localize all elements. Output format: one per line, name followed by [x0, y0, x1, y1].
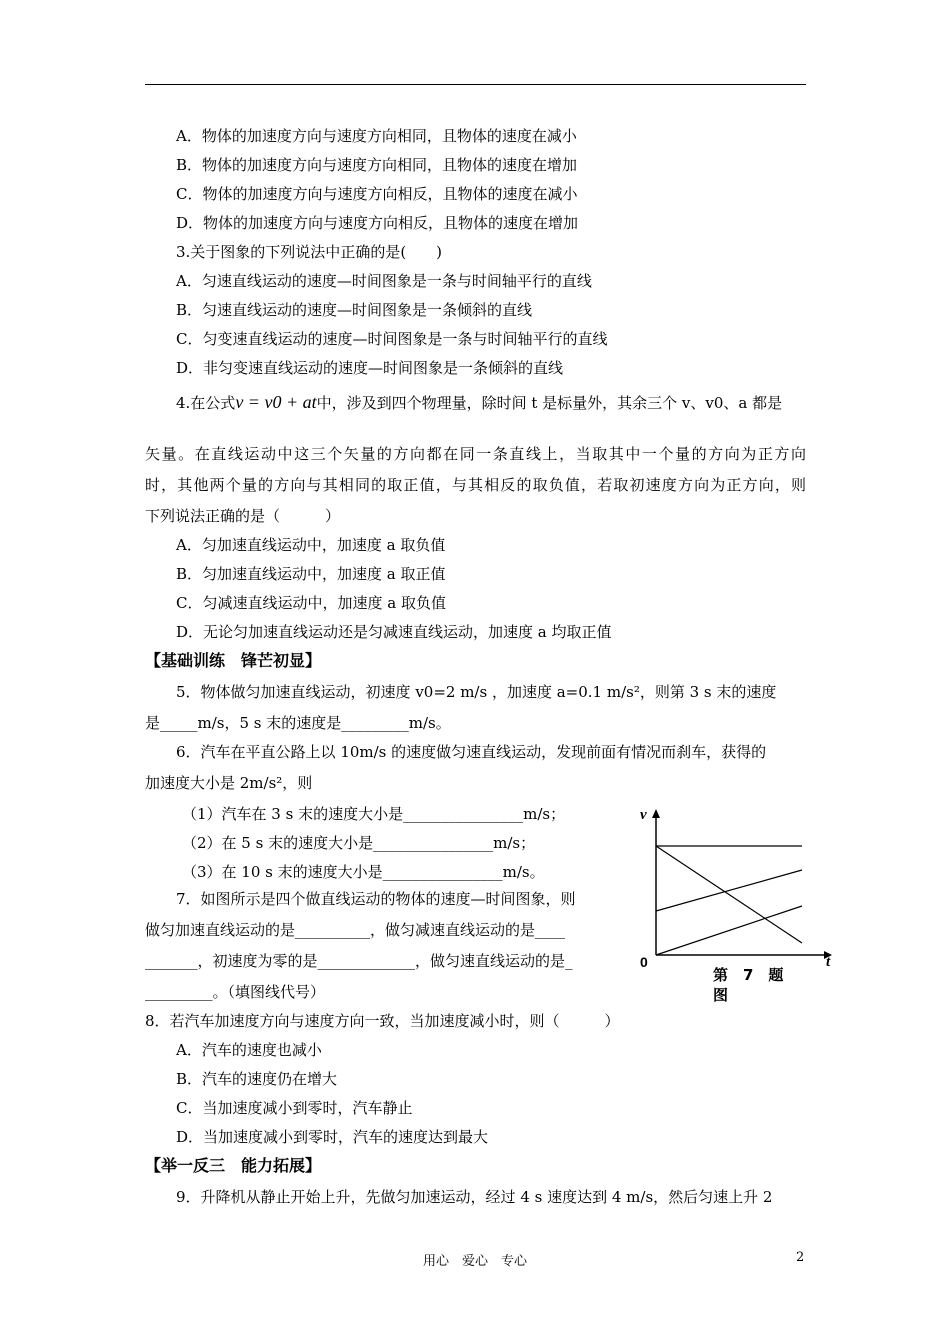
q4-suffix: 中，涉及到四个物理量，除时间 t 是标量外，其余三个 v、v0、a 都是	[316, 394, 783, 412]
q4-line2: 矢量。在直线运动中这三个矢量的方向都在同一条直线上，当取其中一个量的方向为正方向	[145, 445, 806, 463]
figure-caption-line2: 图	[713, 986, 729, 1004]
q2-option-d: D．物体的加速度方向与速度方向相反，且物体的速度在增加	[176, 214, 579, 232]
v-axis-label: v	[640, 807, 647, 823]
q4-line4: 下列说法正确的是（ ）	[145, 507, 341, 525]
q4-option-c: C．匀减速直线运动中，加速度 a 取负值	[176, 594, 446, 612]
q6-sub1: （1）汽车在 3 s 末的速度大小是________________m/s；	[182, 805, 566, 823]
q3-option-a: A．匀速直线运动的速度—时间图象是一条与时间轴平行的直线	[176, 272, 592, 290]
q2-option-b: B．物体的加速度方向与速度方向相同，且物体的速度在增加	[176, 156, 578, 174]
q4-option-d: D．无论匀加速直线运动还是匀减速直线运动，加速度 a 均取正值	[176, 623, 612, 641]
q4-line1	[176, 392, 782, 413]
t-axis-label: t	[826, 954, 831, 970]
q8-option-a: A．汽车的速度也减小	[176, 1041, 322, 1059]
q6-sub2: （2）在 5 s 末的速度大小是________________m/s；	[182, 834, 536, 852]
q6-line1: 6．汽车在平直公路上以 10m/s 的速度做匀速直线运动，发现前面有情况而刹车，获得的	[176, 743, 767, 761]
q4-line3: 时，其他两个量的方向与其相同的取正值，与其相反的取负值，若取初速度方向为正方向，则	[145, 476, 806, 494]
q8-option-d: D．当加速度减小到零时，汽车的速度达到最大	[176, 1128, 489, 1146]
q7-line2: 做匀加速直线运动的是__________，做匀减速直线运动的是____	[145, 921, 566, 939]
q3-option-d: D．非匀变速直线运动的速度—时间图象是一条倾斜的直线	[176, 359, 564, 377]
q3-stem: 3.关于图象的下列说法中正确的是( )	[176, 243, 443, 261]
q7-line3: _______，初速度为零的是_____________，做匀速直线运动的是_	[145, 952, 573, 970]
q3-option-c: C．匀变速直线运动的速度—时间图象是一条与时间轴平行的直线	[176, 330, 608, 348]
q2-option-a: A．物体的加速度方向与速度方向相同，且物体的速度在减小	[176, 127, 577, 145]
q3-option-b: B．匀速直线运动的速度—时间图象是一条倾斜的直线	[176, 301, 533, 319]
q5-line2: 是_____m/s，5 s 末的速度是_________m/s。	[145, 714, 451, 732]
vt-graph-figure	[636, 796, 836, 976]
section-basic-training: 【基础训练 锋芒初显】	[145, 651, 322, 670]
q4-option-a: A．匀加速直线运动中，加速度 a 取负值	[176, 536, 446, 554]
section-extension: 【举一反三 能力拓展】	[145, 1156, 322, 1175]
origin-label: 0	[640, 954, 648, 970]
q5-line1: 5．物体做匀加速直线运动，初速度 v0=2 m/s ，加速度 a=0.1 m/s²，则第 3 s 末的速度	[176, 683, 777, 701]
page-number: 2	[796, 1250, 805, 1265]
q9-line1: 9．升降机从静止开始上升，先做匀加速运动，经过 4 s 速度达到 4 m/s，然后匀速上升 2	[176, 1188, 773, 1206]
header-rule	[145, 84, 806, 85]
q6-sub3: （3）在 10 s 末的速度大小是________________m/s。	[182, 863, 545, 881]
q7-line1: 7．如图所示是四个做直线运动的物体的速度—时间图象，则	[176, 890, 576, 908]
q8-option-b: B．汽车的速度仍在增大	[176, 1070, 338, 1088]
v-axis-arrow	[652, 809, 660, 818]
q4-option-b: B．匀加速直线运动中，加速度 a 取正值	[176, 565, 446, 583]
graph-line-decelerating	[656, 846, 802, 943]
q7-line4: _________。（填图线代号）	[145, 983, 326, 1001]
q8-option-c: C．当加速度减小到零时，汽车静止	[176, 1099, 413, 1117]
graph-line-accelerating	[656, 870, 802, 911]
q4-formula: v = v0 + at	[235, 392, 317, 412]
page-footer: 用心 爱心 专心	[422, 1254, 527, 1269]
q4-prefix: 4.在公式	[176, 394, 236, 412]
graph-line-from-rest	[656, 906, 802, 955]
q2-option-c: C．物体的加速度方向与速度方向相反，且物体的速度在减小	[176, 185, 578, 203]
figure-caption-line1: 第 7 题	[713, 966, 784, 984]
q8-stem: 8．若汽车加速度方向与速度方向一致，当加速度减小时，则（ ）	[145, 1012, 620, 1030]
q6-line2: 加速度大小是 2m/s²，则	[145, 774, 313, 792]
